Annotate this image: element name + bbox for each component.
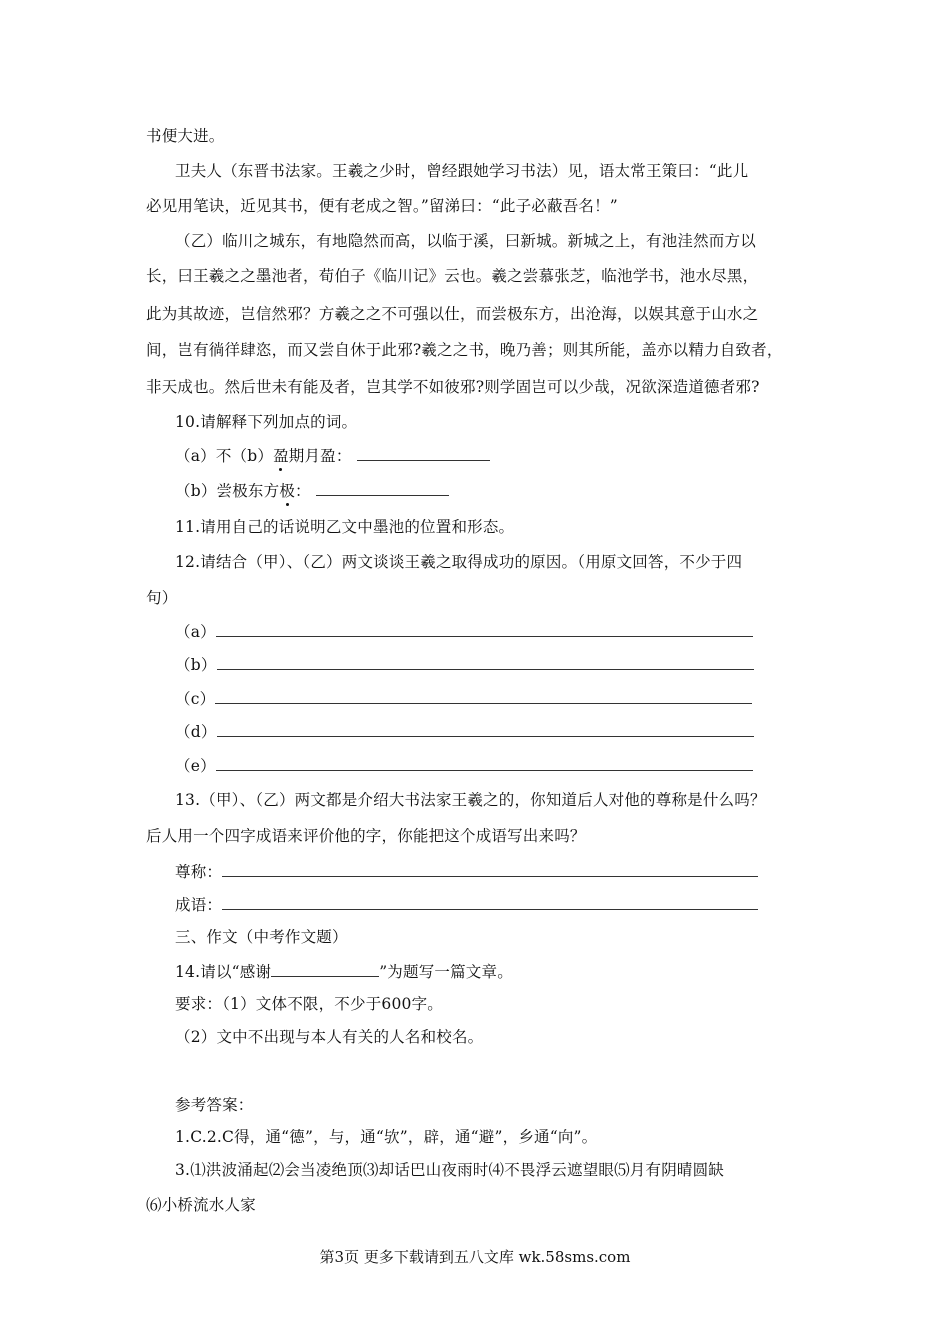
idiom-line bbox=[175, 895, 847, 914]
question-12-line: 12.请结合（甲）、（乙）两文谈谈王羲之取得成功的原因。（用原文回答，不少于四 bbox=[175, 553, 743, 571]
answer-blank[interactable] bbox=[222, 862, 758, 877]
answer-label: （a） bbox=[175, 623, 216, 641]
q10-a-prefix: （a）不（b） bbox=[175, 447, 274, 465]
answer-blank[interactable] bbox=[216, 622, 753, 637]
answer-line-e bbox=[175, 756, 847, 775]
section-heading: 三、作文（中考作文题） bbox=[175, 928, 348, 946]
paragraph-line: （乙）临川之城东，有地隐然而高，以临于溪，曰新城。新城之上，有池洼然而方以 bbox=[175, 232, 756, 250]
paragraph-line: 书便大进。 bbox=[146, 127, 225, 145]
idiom-label: 成语： bbox=[175, 896, 223, 914]
requirement-line: 要求：（1）文体不限，不少于600字。 bbox=[175, 995, 443, 1013]
question-10-b bbox=[175, 481, 847, 500]
paragraph-line: 长，曰王羲之之墨池者，荀伯子《临川记》云也。羲之尝慕张芝，临池学书，池水尽黑， bbox=[146, 267, 759, 285]
answers-title: 参考答案： bbox=[175, 1096, 254, 1114]
paragraph-line: 必见用笔诀，近见其书，便有老成之智。”留涕曰：“此子必蔽吾名！” bbox=[146, 197, 618, 215]
paragraph-line: 此为其故迹，岂信然邪？方羲之之不可强以仕，而尝极东方，出沧海，以娱其意于山水之 bbox=[146, 305, 759, 323]
answer-line-c bbox=[175, 689, 847, 708]
q10-a-suffix: 期月盈： bbox=[288, 447, 352, 465]
answer-blank[interactable] bbox=[216, 756, 753, 771]
question-13-line: 13.（甲）、（乙）两文都是介绍大书法家王羲之的，你知道后人对他的尊称是什么吗？ bbox=[175, 791, 766, 809]
answer-line-d bbox=[175, 722, 847, 741]
question-13-line: 后人用一个四字成语来评价他的字，你能把这个成语写出来吗？ bbox=[146, 827, 586, 845]
question-10-stem: 10.请解释下列加点的词。 bbox=[175, 413, 358, 431]
answer-label: （b） bbox=[175, 656, 217, 674]
answer-key-line: ⑹小桥流水人家 bbox=[146, 1196, 256, 1214]
page-footer: 第3页 更多下载请到五八文库 wk.58sms.com bbox=[319, 1248, 631, 1266]
question-12-line: 句） bbox=[146, 589, 178, 607]
answer-key-line: 3.⑴洪波涌起⑵会当凌绝顶⑶却话巴山夜雨时⑷不畏浮云遮望眼⑸月有阴晴圆缺 bbox=[175, 1161, 724, 1179]
answer-label: （c） bbox=[175, 690, 216, 708]
dotted-word: 极 bbox=[279, 482, 296, 500]
dotted-word: 盈 bbox=[273, 447, 289, 465]
question-11: 11.请用自己的话说明乙文中墨池的位置和形态。 bbox=[175, 518, 515, 536]
question-10-a bbox=[175, 446, 847, 465]
answer-line-a bbox=[175, 622, 847, 641]
answer-blank[interactable] bbox=[217, 722, 754, 737]
answer-key-line: 1.C.2.C得，通“德”，与，通“欤”，辟，通“避”，乡通“向”。 bbox=[175, 1128, 598, 1146]
requirement-line: （2）文中不出现与本人有关的人名和校名。 bbox=[175, 1028, 484, 1046]
answer-blank[interactable] bbox=[316, 481, 449, 496]
question-14 bbox=[175, 962, 847, 981]
q10-b-prefix: （b）尝极东方 bbox=[175, 482, 280, 500]
honorific-line bbox=[175, 862, 847, 881]
answer-label: （d） bbox=[175, 723, 217, 741]
paragraph-line: 间，岂有徜徉肆恣，而又尝自休于此邪?羲之之书，晚乃善；则其所能，盖亦以精力自致者， bbox=[146, 341, 783, 359]
honorific-label: 尊称： bbox=[175, 863, 223, 881]
title-blank[interactable] bbox=[271, 962, 379, 977]
q14-prefix: 14.请以“感谢 bbox=[175, 963, 272, 981]
answer-blank[interactable] bbox=[217, 655, 754, 670]
q14-suffix: ”为题写一篇文章。 bbox=[379, 963, 513, 981]
paragraph-line: 非天成也。然后世未有能及者，岂其学不如彼邪?则学固岂可以少哉，况欲深造道德者邪? bbox=[146, 378, 760, 396]
q10-b-suffix: ： bbox=[295, 482, 311, 500]
answer-blank[interactable] bbox=[222, 895, 758, 910]
paragraph-line: 卫夫人（东晋书法家。王羲之少时，曾经跟她学习书法）见，语太常王策曰：“此儿 bbox=[175, 162, 749, 180]
answer-blank[interactable] bbox=[215, 689, 752, 704]
answer-blank[interactable] bbox=[357, 446, 490, 461]
answer-line-b bbox=[175, 655, 847, 674]
answer-label: （e） bbox=[175, 757, 216, 775]
